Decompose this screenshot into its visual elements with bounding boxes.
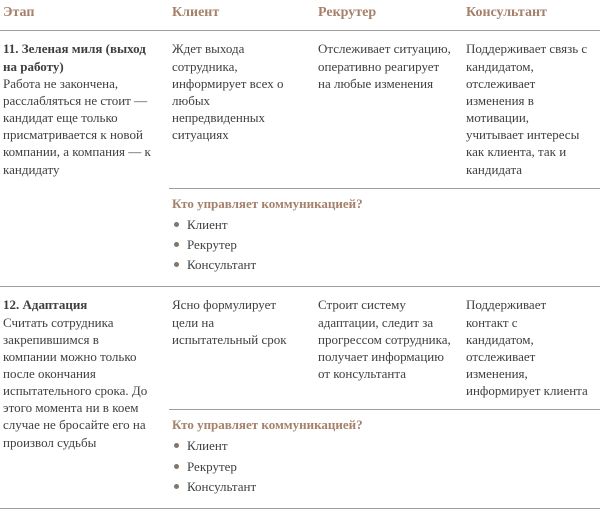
recruiter-cell: Отслеживает ситуацию, оперативно реагирует на любые изменения xyxy=(318,41,451,91)
list-item-label: Клиент xyxy=(187,216,228,232)
recruiter-cell: Строит систему адаптации, следит за прогрессом сотрудника, получает информацию от консультанта xyxy=(318,297,451,381)
bullet-icon xyxy=(174,262,179,267)
list-item xyxy=(172,216,600,233)
stage-row-12 xyxy=(0,287,600,509)
communication-list xyxy=(172,216,600,273)
communication-question: Кто управляет коммуникацией? xyxy=(172,195,363,211)
stage-title: 12. Адаптация xyxy=(3,297,88,313)
stage-title: 11. Зеленая миля (выход на работу) xyxy=(3,41,146,74)
client-cell: Ясно формулирует цели на испытательный срок xyxy=(172,297,287,347)
list-item xyxy=(172,478,600,495)
consultant-cell: Поддерживает контакт с кандидатом, отслеживает изменения, информирует клиента xyxy=(466,297,588,399)
bullet-icon xyxy=(174,242,179,247)
list-item xyxy=(172,256,600,273)
list-item-label: Клиент xyxy=(187,438,228,454)
list-item-label: Консультант xyxy=(187,478,257,494)
list-item-label: Консультант xyxy=(187,257,257,273)
stage-description: Считать сотрудника закрепившимся в компании можно только после окончания испытательного срока. До этого момента ни в коем случае не бросайте его на произвол судьбы xyxy=(3,314,148,450)
list-item xyxy=(172,458,600,475)
column-header-stage: Этап xyxy=(3,5,35,20)
client-cell: Ждет выхода сотрудника, информирует всех о любых непредвиденных ситуациях xyxy=(172,41,284,143)
stage-description: Работа не закончена, расслабляться не стоит — кандидат еще только присматривается к новой компании, а компания — к кандидату xyxy=(3,75,151,177)
stage-description-cell xyxy=(0,31,169,286)
list-item-label: Рекрутер xyxy=(187,458,237,474)
bullet-icon xyxy=(174,464,179,469)
column-header-recruiter: Рекрутер xyxy=(318,5,377,20)
bullet-icon xyxy=(174,222,179,227)
communication-list xyxy=(172,437,600,494)
communication-block xyxy=(169,409,600,508)
list-item-label: Рекрутер xyxy=(187,237,237,253)
communication-block xyxy=(169,188,600,287)
bullet-icon xyxy=(174,443,179,448)
list-item xyxy=(172,236,600,253)
column-header-client: Клиент xyxy=(172,5,220,20)
stage-row-11 xyxy=(0,31,600,287)
consultant-cell: Поддерживает связь с кандидатом, отслеживает изменения в мотивации, учитывает интересы как клиента, так и кандидата xyxy=(466,41,588,177)
list-item xyxy=(172,437,600,454)
table-header xyxy=(0,0,600,31)
bullet-icon xyxy=(174,484,179,489)
column-header-consultant: Консультант xyxy=(466,5,547,20)
communication-question: Кто управляет коммуникацией? xyxy=(172,417,363,433)
stage-description-cell xyxy=(0,287,169,508)
